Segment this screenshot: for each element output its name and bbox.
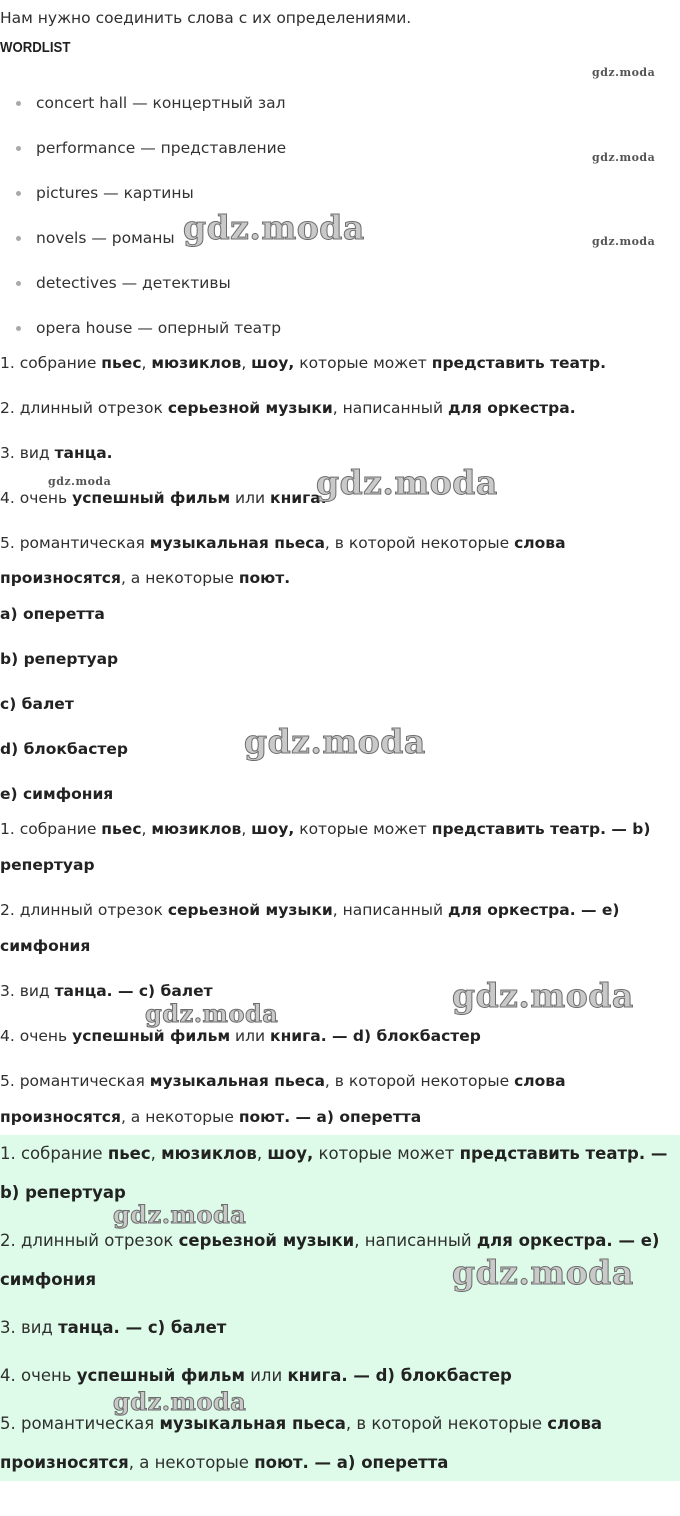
- bold-term: симфония: [0, 937, 91, 955]
- text-segment: ,: [150, 1144, 162, 1163]
- bold-term: танца. — c) балет: [54, 982, 213, 1000]
- text-segment: 3. вид: [0, 982, 55, 1000]
- definition-line: [0, 398, 576, 418]
- text-segment: 4. очень: [0, 1366, 77, 1385]
- text-segment: ,: [256, 1144, 268, 1163]
- bold-term: поют. — a) оперетта: [238, 1108, 422, 1126]
- text-segment: , в которой некоторые: [324, 534, 515, 552]
- text-segment: ,: [141, 354, 152, 372]
- bold-term: музыкальная пьеса: [149, 1072, 325, 1090]
- bold-term: шоу,: [267, 1144, 314, 1163]
- watermark: gdz.moda: [452, 976, 634, 1015]
- answer-line: [0, 981, 213, 1001]
- watermark: gdz.moda: [592, 66, 656, 79]
- text-segment: 5. романтическая: [0, 534, 150, 552]
- final-answer-line: [0, 1453, 448, 1473]
- answer-line: [0, 900, 619, 920]
- watermark: gdz.moda: [145, 999, 279, 1028]
- bold-term: книга. — d) блокбастер: [287, 1366, 512, 1385]
- list-item: detectives — детективы: [36, 274, 231, 292]
- bold-term: пьес: [107, 1144, 151, 1163]
- bold-term: книга.: [270, 489, 327, 507]
- text-segment: 2. длинный отрезок: [0, 399, 168, 417]
- bold-term: поют.: [238, 569, 291, 587]
- definition-line: [0, 488, 327, 508]
- text-segment: 1. собрание: [0, 354, 102, 372]
- bullet-icon: [16, 191, 21, 196]
- watermark: gdz.moda: [316, 463, 498, 502]
- text-segment: или: [230, 1027, 271, 1045]
- answer-line: [0, 1071, 566, 1091]
- bullet-icon: [16, 281, 21, 286]
- bold-term: представить театр.: [431, 354, 606, 372]
- bullet-icon: [16, 236, 21, 241]
- bold-term: успешный фильм: [76, 1366, 245, 1385]
- bullet-icon: [16, 101, 21, 106]
- bold-term: поют. — a) оперетта: [254, 1453, 449, 1472]
- text-segment: , а некоторые: [128, 1453, 255, 1472]
- list-item: pictures — картины: [36, 184, 194, 202]
- text-segment: которые может: [313, 1144, 460, 1163]
- final-answer-line: [0, 1183, 126, 1203]
- option-item: c) балет: [0, 695, 74, 713]
- option-item: e) симфония: [0, 785, 114, 803]
- bold-term: произносятся: [0, 1453, 129, 1472]
- text-segment: 2. длинный отрезок: [0, 901, 168, 919]
- text-segment: которые может: [294, 820, 432, 838]
- definition-line: [0, 443, 113, 463]
- bold-term: танца. — c) балет: [58, 1318, 227, 1337]
- bold-term: музыкальная пьеса: [159, 1414, 346, 1433]
- final-answer-line: [0, 1414, 602, 1434]
- bold-term: для оркестра.: [447, 399, 576, 417]
- answer-line: [0, 819, 650, 839]
- text-segment: 1. собрание: [0, 1144, 108, 1163]
- option-item: d) блокбастер: [0, 740, 128, 758]
- watermark: gdz.moda: [113, 1200, 247, 1229]
- bold-term: представить театр. — b): [431, 820, 651, 838]
- watermark: gdz.moda: [592, 151, 656, 164]
- text-segment: 1. собрание: [0, 820, 102, 838]
- final-answer-line: [0, 1270, 96, 1290]
- text-segment: 5. романтическая: [0, 1072, 150, 1090]
- definition-line: [0, 568, 290, 588]
- watermark: gdz.moda: [183, 208, 365, 247]
- bold-term: серьезной музыки: [178, 1231, 355, 1250]
- bold-term: произносятся: [0, 1108, 121, 1126]
- bold-term: мюзиклов: [161, 1144, 257, 1163]
- bold-term: серьезной музыки: [167, 399, 333, 417]
- bold-term: успешный фильм: [72, 489, 231, 507]
- option-item: a) оперетта: [0, 605, 105, 623]
- option-item: b) репертуар: [0, 650, 119, 668]
- bold-term: пьес: [101, 820, 142, 838]
- bold-term: b) репертуар: [0, 1183, 126, 1202]
- answer-line: [0, 855, 95, 875]
- bold-term: шоу,: [251, 820, 295, 838]
- intro-text: Нам нужно соединить слова с их определениями.: [0, 9, 412, 27]
- text-segment: 4. очень: [0, 489, 73, 507]
- bold-term: слова: [547, 1414, 603, 1433]
- text-segment: , написанный: [354, 1231, 477, 1250]
- text-segment: , написанный: [332, 399, 448, 417]
- answer-line: [0, 1107, 421, 1127]
- answer-line: [0, 936, 90, 956]
- text-segment: , в которой некоторые: [324, 1072, 515, 1090]
- text-segment: 3. вид: [0, 444, 55, 462]
- watermark: gdz.moda: [48, 475, 112, 488]
- bold-term: представить театр. —: [459, 1144, 668, 1163]
- bullet-icon: [16, 326, 21, 331]
- wordlist-title: WORDLIST: [0, 39, 71, 56]
- list-item: concert hall — концертный зал: [36, 94, 286, 112]
- bold-term: симфония: [0, 1270, 97, 1289]
- text-segment: ,: [241, 820, 252, 838]
- final-answer-line: [0, 1366, 512, 1386]
- bold-term: шоу,: [251, 354, 295, 372]
- definition-line: [0, 353, 606, 373]
- bold-term: для оркестра. — e): [447, 901, 620, 919]
- bold-term: мюзиклов: [151, 820, 242, 838]
- final-answer-line: [0, 1318, 226, 1338]
- bullet-icon: [16, 146, 21, 151]
- list-item: novels — романы: [36, 229, 175, 247]
- text-segment: 5. романтическая: [0, 1414, 160, 1433]
- watermark: gdz.moda: [244, 722, 426, 761]
- definition-line: [0, 533, 566, 553]
- text-segment: , а некоторые: [120, 1108, 239, 1126]
- bold-term: произносятся: [0, 569, 121, 587]
- bold-term: книга. — d) блокбастер: [270, 1027, 481, 1045]
- bold-term: слова: [514, 534, 566, 552]
- text-segment: 3. вид: [0, 1318, 59, 1337]
- text-segment: ,: [241, 354, 252, 372]
- bold-term: музыкальная пьеса: [149, 534, 325, 552]
- list-item: performance — представление: [36, 139, 287, 157]
- text-segment: , в которой некоторые: [345, 1414, 548, 1433]
- bold-term: репертуар: [0, 856, 95, 874]
- list-item: opera house — оперный театр: [36, 319, 282, 337]
- watermark: gdz.moda: [452, 1253, 634, 1292]
- text-segment: 4. очень: [0, 1027, 73, 1045]
- bold-term: серьезной музыки: [167, 901, 333, 919]
- bold-term: танца.: [54, 444, 113, 462]
- text-segment: , написанный: [332, 901, 448, 919]
- text-segment: ,: [141, 820, 152, 838]
- bold-term: мюзиклов: [151, 354, 242, 372]
- final-answer-line: [0, 1231, 659, 1251]
- bold-term: пьес: [101, 354, 142, 372]
- text-segment: 2. длинный отрезок: [0, 1231, 179, 1250]
- answer-line: [0, 1026, 481, 1046]
- text-segment: или: [230, 489, 271, 507]
- watermark: gdz.moda: [592, 235, 656, 248]
- watermark: gdz.moda: [113, 1387, 247, 1416]
- final-answer-line: [0, 1144, 667, 1164]
- text-segment: , а некоторые: [120, 569, 239, 587]
- text-segment: или: [244, 1366, 288, 1385]
- bold-term: слова: [514, 1072, 566, 1090]
- text-segment: которые может: [294, 354, 432, 372]
- bold-term: для оркестра. — e): [476, 1231, 660, 1250]
- bold-term: успешный фильм: [72, 1027, 231, 1045]
